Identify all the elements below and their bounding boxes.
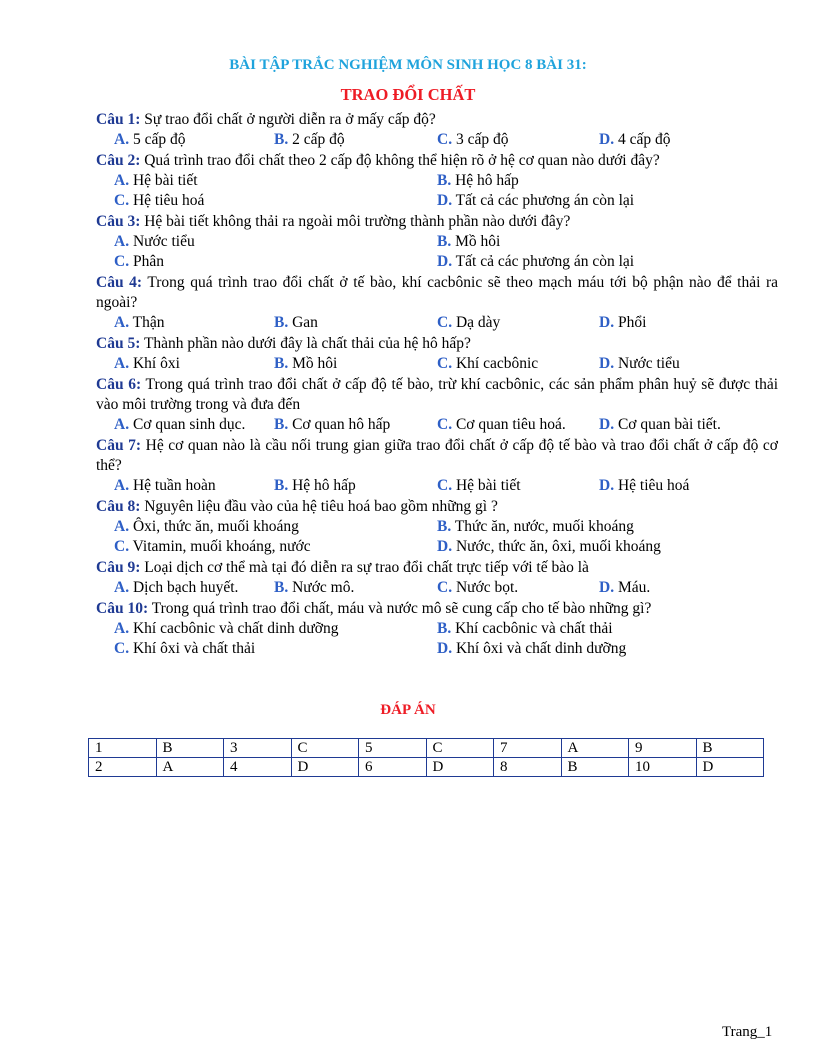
option-c[interactable] [437,578,518,598]
option-row [96,619,778,639]
table-cell: 3 [224,739,292,758]
option-letter: A. [114,416,130,433]
question-label: Câu 3: [96,213,141,230]
option-text: Hệ bài tiết [452,477,521,494]
option-a[interactable] [114,517,299,537]
option-letter: D. [437,253,453,270]
option-letter: C. [437,416,453,433]
option-text: Khí ôxi và chất thải [129,640,256,657]
option-text: Hệ hô hấp [288,477,356,494]
option-d[interactable] [599,415,721,435]
option-letter: C. [437,355,453,372]
option-text: Khí ôxi [129,355,180,372]
question-list [96,110,778,660]
option-text: Thức ăn, nước, muối khoáng [451,518,634,535]
option-letter: B. [274,314,289,331]
document-title: BÀI TẬP TRẮC NGHIỆM MÔN SINH HỌC 8 BÀI 31: [229,57,587,73]
question-stem [96,110,778,130]
option-d[interactable] [437,537,661,557]
answer-title: ĐÁP ÁN [380,702,436,718]
option-text: Phổi [614,314,647,331]
option-d[interactable] [599,130,670,150]
option-text: Dịch bạch huyết. [129,579,239,596]
option-a[interactable] [114,619,339,639]
option-letter: C. [114,538,130,555]
option-text: 5 cấp độ [129,131,186,148]
question-6 [96,375,778,435]
option-letter: D. [599,477,615,494]
question-stem [96,558,778,578]
table-cell: A [156,758,224,777]
question-text: Trong quá trình trao đổi chất ở tế bào, khí cacbônic sẽ theo mạch máu tới bộ phận nào để thải ra ngoài? [96,274,778,311]
table-cell: B [156,739,224,758]
question-text: Hệ bài tiết không thải ra ngoài môi trường thành phần nào dưới đây? [140,213,571,230]
option-d[interactable] [437,639,626,659]
option-letter: A. [114,314,130,331]
option-letter: C. [114,253,130,270]
option-text: Nước tiểu [614,355,680,372]
question-text: Quá trình trao đổi chất theo 2 cấp độ không thể hiện rõ ở hệ cơ quan nào dưới đây? [140,152,660,169]
table-cell: 6 [359,758,427,777]
option-row [96,639,778,659]
table-cell: A [561,739,629,758]
table-cell: 7 [494,739,562,758]
option-text: Khí cacbônic [452,355,539,372]
question-2 [96,151,778,211]
option-letter: B. [437,518,452,535]
answer-table [88,738,764,777]
option-letter: D. [599,314,615,331]
option-letter: C. [437,131,453,148]
question-stem [96,273,778,313]
option-a[interactable] [114,313,165,333]
option-d[interactable] [599,578,650,598]
question-stem [96,151,778,171]
question-label: Câu 4: [96,274,143,291]
option-c[interactable] [114,537,311,557]
question-text: Loại dịch cơ thể mà tại đó diễn ra sự trao đổi chất trực tiếp với tế bào là [140,559,589,576]
table-cell: B [696,739,764,758]
question-text: Trong quá trình trao đổi chất ở cấp độ tế bào, trừ khí cacbônic, các sản phẩm phân huỷ sẽ được thải vào môi trường trong và đưa đến [96,376,779,413]
question-1 [96,110,778,150]
option-text: Tất cả các phương án còn lại [452,192,635,209]
question-text: Nguyên liệu đầu vào của hệ tiêu hoá bao gồm những gì ? [140,498,498,515]
question-label: Câu 1: [96,111,141,128]
question-text: Sự trao đổi chất ở người diễn ra ở mấy cấp độ? [140,111,436,128]
option-d[interactable] [599,354,680,374]
option-b[interactable] [437,517,634,537]
option-letter: B. [274,579,289,596]
option-text: Nước tiểu [129,233,195,250]
table-cell: 1 [89,739,157,758]
option-text: Nước, thức ăn, ôxi, muối khoáng [452,538,661,555]
document-subtitle: TRAO ĐỔI CHẤT [340,85,476,104]
option-letter: B. [274,355,289,372]
question-label: Câu 9: [96,559,141,576]
question-text: Trong quá trình trao đổi chất, máu và nước mô sẽ cung cấp cho tế bào những gì? [148,600,652,617]
question-9 [96,558,778,598]
question-text: Thành phần nào dưới đây là chất thải của hệ hô hấp? [140,335,471,352]
option-b[interactable] [274,578,354,598]
question-7 [96,436,778,496]
option-text: Cơ quan sinh dục. [129,416,246,433]
question-label: Câu 10: [96,600,149,617]
question-10 [96,599,778,659]
option-letter: A. [114,518,130,535]
table-cell: D [696,758,764,777]
question-3 [96,212,778,272]
option-letter: D. [599,131,615,148]
option-letter: C. [437,579,453,596]
option-row [96,578,778,598]
question-5 [96,334,778,374]
option-b[interactable] [274,130,345,150]
question-4 [96,273,778,333]
option-letter: B. [437,233,452,250]
question-label: Câu 5: [96,335,141,352]
option-text: Tất cả các phương án còn lại [452,253,635,270]
option-a[interactable] [114,578,238,598]
question-stem [96,212,778,232]
option-text: Máu. [614,579,651,596]
question-stem [96,334,778,354]
option-letter: A. [114,355,130,372]
option-letter: D. [437,640,453,657]
option-a[interactable] [114,232,195,252]
option-text: Gan [288,314,318,331]
option-letter: D. [437,192,453,209]
option-text: Dạ dày [452,314,501,331]
option-text: Hệ bài tiết [129,172,198,189]
table-cell: 9 [629,739,697,758]
option-b[interactable] [274,354,337,374]
option-row [96,415,778,435]
option-row [96,313,778,333]
table-row [89,739,764,758]
option-letter: A. [114,477,130,494]
option-b[interactable] [437,232,500,252]
table-cell: D [426,758,494,777]
option-c[interactable] [114,191,204,211]
question-stem [96,436,778,476]
option-letter: A. [114,131,130,148]
option-a[interactable] [114,476,216,496]
question-text: Hệ cơ quan nào là cầu nối trung gian giữa trao đổi chất ở cấp độ tế bào và trao đổi chất ở cấp độ cơ thể? [96,437,778,474]
option-text: Khí ôxi và chất dinh dưỡng [452,640,627,657]
option-letter: C. [437,477,453,494]
question-label: Câu 8: [96,498,141,515]
option-d[interactable] [599,476,689,496]
option-row [96,354,778,374]
option-a[interactable] [114,171,198,191]
option-letter: B. [437,620,452,637]
option-row [96,191,778,211]
option-b[interactable] [274,415,390,435]
page-footer: Trang_1 [722,1024,773,1040]
option-text: Mồ hôi [451,233,501,250]
question-label: Câu 7: [96,437,142,454]
option-letter: D. [437,538,453,555]
option-c[interactable] [437,354,538,374]
option-a[interactable] [114,415,245,435]
table-cell: 5 [359,739,427,758]
option-letter: C. [437,314,453,331]
option-d[interactable] [599,313,646,333]
question-stem [96,375,778,415]
option-letter: A. [114,579,130,596]
option-c[interactable] [114,252,164,272]
option-text: Nước mô. [288,579,355,596]
option-text: Cơ quan bài tiết. [614,416,721,433]
table-cell: C [426,739,494,758]
option-b[interactable] [437,619,613,639]
option-row [96,232,778,252]
option-letter: B. [274,131,289,148]
option-b[interactable] [274,313,318,333]
option-text: Cơ quan hô hấp [288,416,391,433]
option-text: Hệ tuần hoàn [129,477,216,494]
option-text: Khí cacbônic và chất thải [451,620,613,637]
question-stem [96,497,778,517]
option-a[interactable] [114,354,180,374]
question-label: Câu 2: [96,152,141,169]
option-text: Phân [129,253,164,270]
option-c[interactable] [437,415,566,435]
option-row [96,252,778,272]
option-letter: A. [114,172,130,189]
table-cell: 2 [89,758,157,777]
option-d[interactable] [437,191,634,211]
option-text: Khí cacbônic và chất dinh dưỡng [129,620,339,637]
option-row [96,537,778,557]
option-c[interactable] [437,476,521,496]
option-letter: B. [437,172,452,189]
option-c[interactable] [114,639,255,659]
option-text: 3 cấp độ [452,131,509,148]
option-text: Vitamin, muối khoáng, nước [129,538,311,555]
option-b[interactable] [437,171,519,191]
option-letter: B. [274,477,289,494]
table-cell: 8 [494,758,562,777]
option-text: Thận [129,314,165,331]
question-stem [96,599,778,619]
option-text: 4 cấp độ [614,131,671,148]
question-8 [96,497,778,557]
option-row [96,517,778,537]
option-letter: A. [114,233,130,250]
option-row [96,476,778,496]
table-cell: B [561,758,629,777]
option-letter: D. [599,416,615,433]
option-text: Cơ quan tiêu hoá. [452,416,566,433]
table-cell: D [291,758,359,777]
question-label: Câu 6: [96,376,142,393]
option-row [96,130,778,150]
option-letter: C. [114,640,130,657]
option-text: Hệ tiêu hoá [614,477,690,494]
option-text: Hệ tiêu hoá [129,192,205,209]
option-text: Mồ hôi [288,355,338,372]
table-cell: C [291,739,359,758]
table-cell: 10 [629,758,697,777]
option-d[interactable] [437,252,634,272]
table-row [89,758,764,777]
option-c[interactable] [437,313,500,333]
option-letter: D. [599,579,615,596]
option-c[interactable] [437,130,508,150]
option-text: Nước bọt. [452,579,519,596]
option-letter: B. [274,416,289,433]
option-text: Hệ hô hấp [451,172,519,189]
option-letter: D. [599,355,615,372]
option-letter: A. [114,620,130,637]
option-b[interactable] [274,476,356,496]
option-text: 2 cấp độ [288,131,345,148]
table-cell: 4 [224,758,292,777]
option-text: Ôxi, thức ăn, muối khoáng [129,518,299,535]
option-row [96,171,778,191]
option-a[interactable] [114,130,185,150]
option-letter: C. [114,192,130,209]
